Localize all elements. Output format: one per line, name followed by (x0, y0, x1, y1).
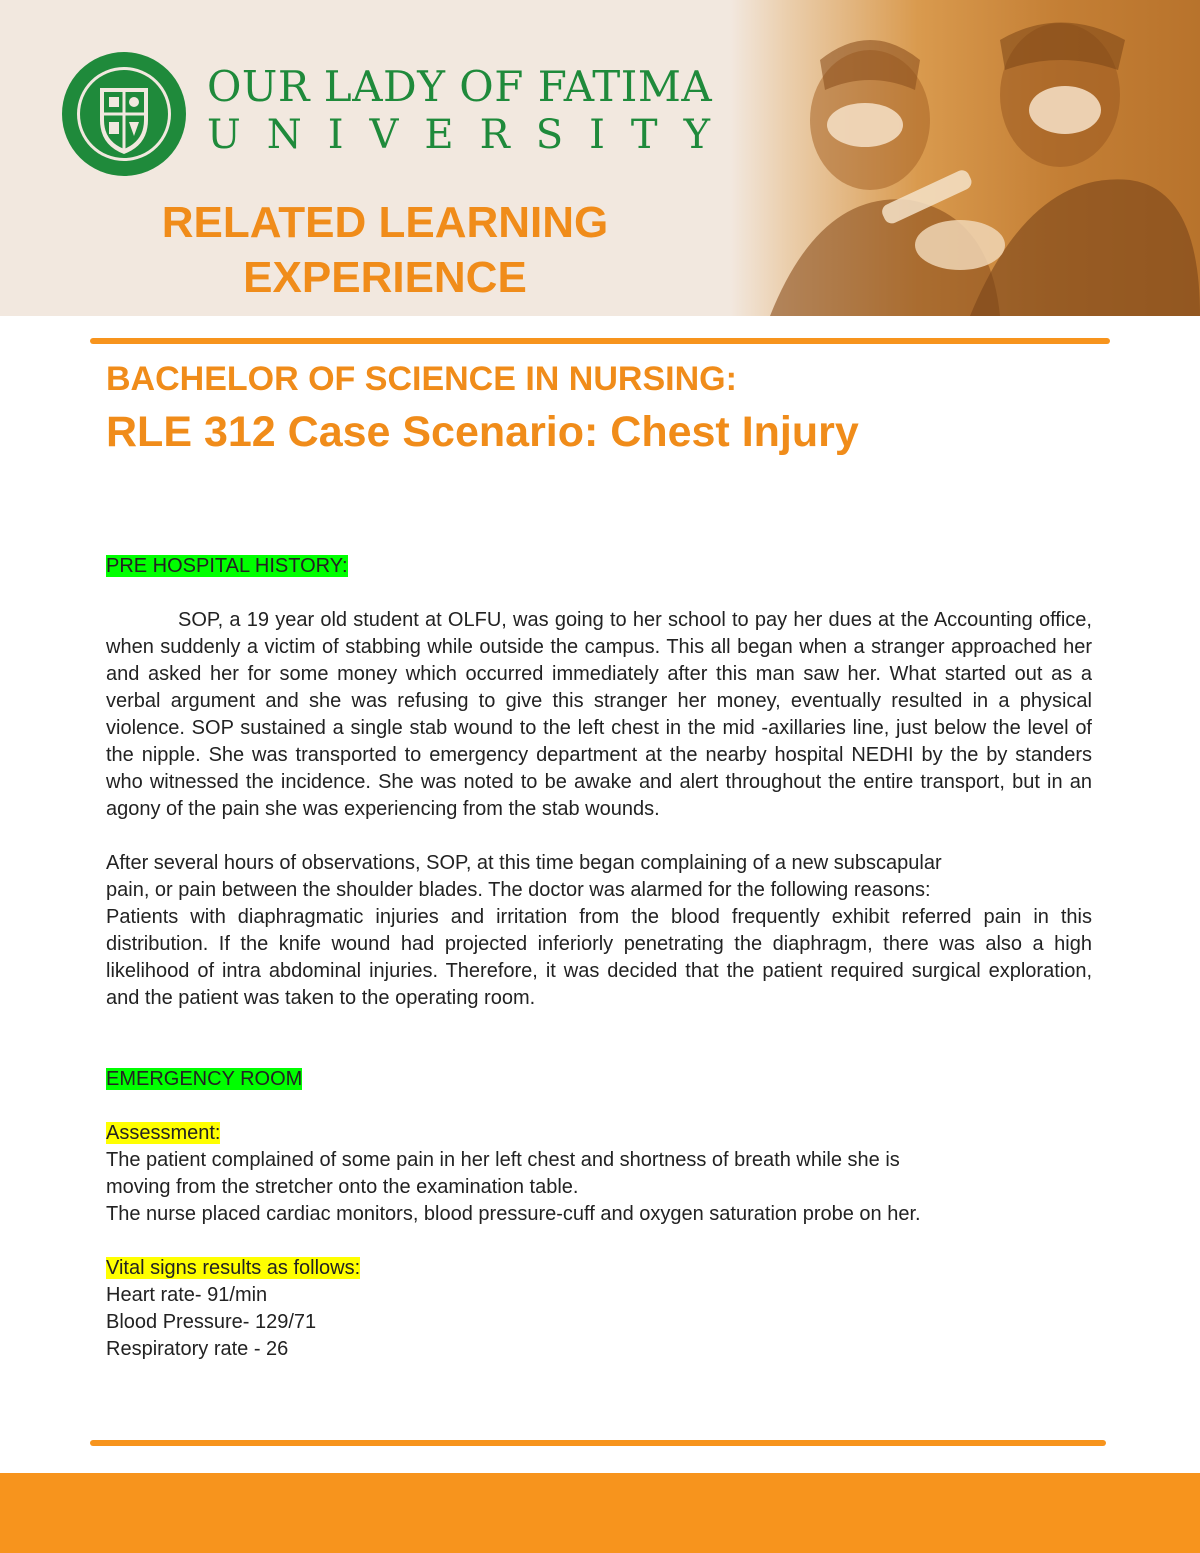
assessment-line-1: The patient complained of some pain in her left chest and shortness of breath while she is (106, 1149, 900, 1171)
section-title (135, 195, 635, 305)
footer-band (0, 1473, 1200, 1553)
university-subtitle: UNIVERSITY (207, 112, 737, 158)
section-title-line2: EXPERIENCE (243, 253, 527, 302)
emergency-room-heading: EMERGENCY ROOM (106, 1068, 303, 1090)
vital-heart-rate: Heart rate- 91/min (106, 1284, 268, 1306)
header-banner (0, 0, 1200, 316)
program-heading: BACHELOR OF SCIENCE IN NURSING: (106, 360, 737, 398)
assessment-line-2: moving from the stretcher onto the examination table. (106, 1176, 579, 1198)
vital-respiratory-rate: Respiratory rate - 26 (106, 1338, 289, 1360)
university-seal-logo (60, 50, 188, 178)
assessment-label: Assessment: (106, 1122, 221, 1144)
university-name: OUR LADY OF FATIMA (207, 62, 713, 111)
pre-hospital-heading: PRE HOSPITAL HISTORY: (106, 555, 348, 577)
top-divider (90, 338, 1110, 344)
surgeons-photo (730, 0, 1200, 316)
pre-hospital-paragraph-2-line-1: After several hours of observations, SOP, at this time began complaining of a new subscapular (106, 852, 942, 874)
pre-hospital-paragraph-1: SOP, a 19 year old student at OLFU, was going to her school to pay her dues at the Accounting office, when suddenly a victim of stabbing while outside the campus. This all began when a stranger approached her and asked her for some money which occurred immediately after this man saw her. What started out as a verbal argument and she was refusing to give this stranger her money, eventually resulted in a physical violence. SOP sustained a single stab wound to the left chest in the mid -axillaries line, just below the level of the nipple. She was transported to emergency department at the nearby hospital NEDHI by the by standers who witnessed the incidence. She was noted to be awake and alert throughout the entire transport, but in an agony of the pain she was experiencing from the stab wounds. (106, 609, 1092, 820)
vital-blood-pressure: Blood Pressure- 129/71 (106, 1311, 317, 1333)
assessment-line-3: The nurse placed cardiac monitors, blood pressure-cuff and oxygen saturation probe on her. (106, 1203, 921, 1225)
document-body (106, 553, 1092, 1363)
section-title-line1: RELATED LEARNING (161, 198, 609, 247)
vitals-label: Vital signs results as follows: (106, 1257, 361, 1279)
pre-hospital-paragraph-2-rest: Patients with diaphragmatic injuries and irritation from the blood frequently exhibit referred pain in this distribution. If the knife wound had projected inferiorly penetrating the diaphragm, there was also a high likelihood of intra abdominal injuries. Therefore, it was decided that the patient required surgical exploration, and the patient was taken to the operating room. (106, 906, 1092, 1009)
bottom-divider (90, 1440, 1106, 1446)
pre-hospital-paragraph-2-line-2: pain, or pain between the shoulder blades. The doctor was alarmed for the following reasons: (106, 879, 931, 901)
case-title: RLE 312 Case Scenario: Chest Injury (106, 408, 859, 456)
